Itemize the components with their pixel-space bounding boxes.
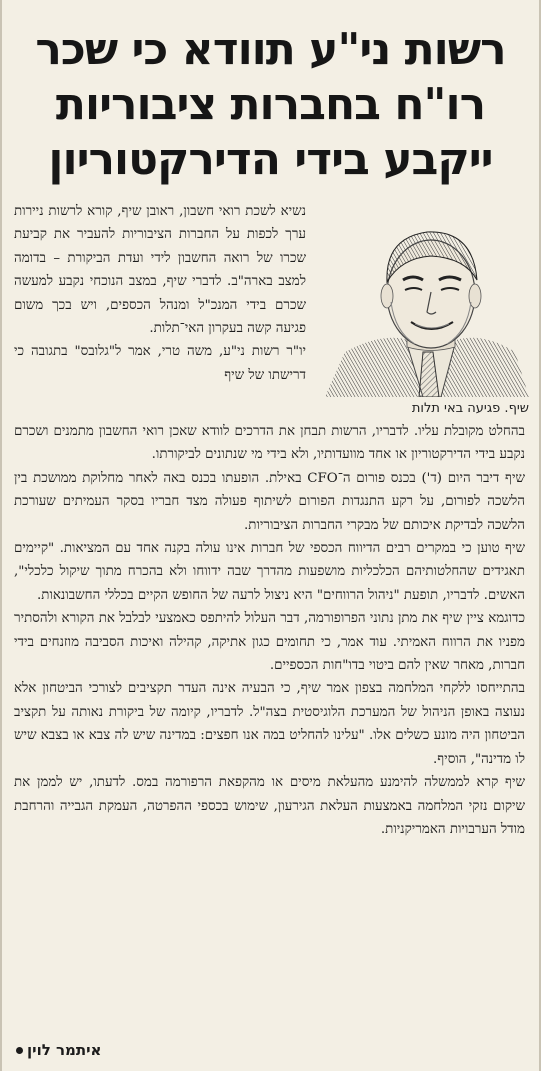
paragraph: שיף קרא לממשלה להימנע מהעלאת מיסים או מהקפאת הרפורמה במס. לדעתו, יש לממן את שיקום נזקי המלחמה באמצעות העלאת הגירעון, שימוש בכספי ההפרטה, העמקת הגבייה והרחבת מודל הערבויות האמריקניות. [14, 775, 525, 837]
paragraph: כדוגמא ציין שיף את מתן נתוני הפרופורמה, דבר העלול להיתפס כאמצעי לבלבל את הקורא ולהסתיר מפניו את הרווח האמיתי. עוד אמר, כי תחומים כגון אתיקה, קהילה ואיכות הסביבה מוזנחים בידי חברות, מאחר שאין להם ביטוי בדו"חות הכספיים. [14, 611, 525, 674]
portrait-photo [315, 202, 529, 397]
headline-line-3: ייקבע בידי הדירקטוריון [48, 134, 493, 185]
paragraph: שיף טוען כי במקרים רבים הדיווח הכספי של חברות אינו עולה בקנה אחד עם המציאות. "קיימים תאגידים שהחלטותיהם הכלכליות מושפעות מהדרך שבה ידווחו ולא בהכרח מתוך שיקול כלכלי", האשים. לדבריו, תופעת "ניהול הרווחים" היא ניצול לרעה של החופש הקיים בכללי החשבונאות. [14, 541, 525, 603]
bullet-icon [16, 1047, 23, 1054]
paragraph: בהחלט מקובלת עליו. לדבריו, הרשות תבחן את הדרכים לוודא שאכן רואי החשבון מתמנים ושכרם נקבע בידי הדירקטוריון או אחד מוועדותיו, ולא בידי מי שנתונים לביקורתו. [14, 424, 525, 463]
photo-caption: שיף. פגיעה באי תלות [411, 401, 529, 416]
paragraph: נשיא לשכת רואי חשבון, ראובן שיף, קורא לרשות ניירות ערך לכפות על החברות הציבוריות להעביר את קביעת שכרו של רואה החשבון לידי ועדת הביקורת – בדומה למצב בארה"ב. לדברי שיף, במצב הנוכחי נקבע למעשה שכרם בידי המנכ"ל ומנהל הכספים, ויש בכך משום פגיעה קשה בעקרון האי־תלות. [14, 204, 306, 337]
paragraph: שיף דיבר היום (ד') בכנס פורום ה־CFO באילת. הופעתו בכנס באה לאחר מחלוקת ממושכת בין הלשכה לפורום, על רקע התנגדות הפורום לשיתוף פעולה מצד חבריו בסקר העמיתים שעורכת הלשכה לבדיקת איכותם של מבקרי החברות הציבוריות. [14, 470, 525, 533]
article-column-top [14, 200, 306, 387]
headline-line-1: רשות ני"ע תוודא כי שכר [35, 24, 506, 75]
headline-line-2: רו"ח בחברות ציבוריות [55, 79, 486, 130]
article-column-main [14, 420, 525, 841]
paragraph: בהתייחסו ללקחי המלחמה בצפון אמר שיף, כי הבעיה אינה העדר תקציבים לצורכי הביטחון אלא נעוצה באופן הניהול של המערכת הלוגיסטית בצה"ל. לדבריו, קיומה של ביקורת נאותה על תקציב הביטחון היה מונע כשלים אלו. "עלינו להחליט במה אנו חפצים: במדינה שיש לה צבא או בצבא שיש לו מדינה", הוסיף. [14, 681, 525, 767]
byline-author: איתמר לוין [27, 1041, 102, 1059]
headline [12, 22, 529, 187]
photo-block [315, 202, 529, 416]
paragraph: יו"ר רשות ני"ע, משה טרי, אמר ל"גלובס" בתגובה כי דרישתו של שיף [14, 344, 306, 383]
byline [16, 1041, 101, 1059]
